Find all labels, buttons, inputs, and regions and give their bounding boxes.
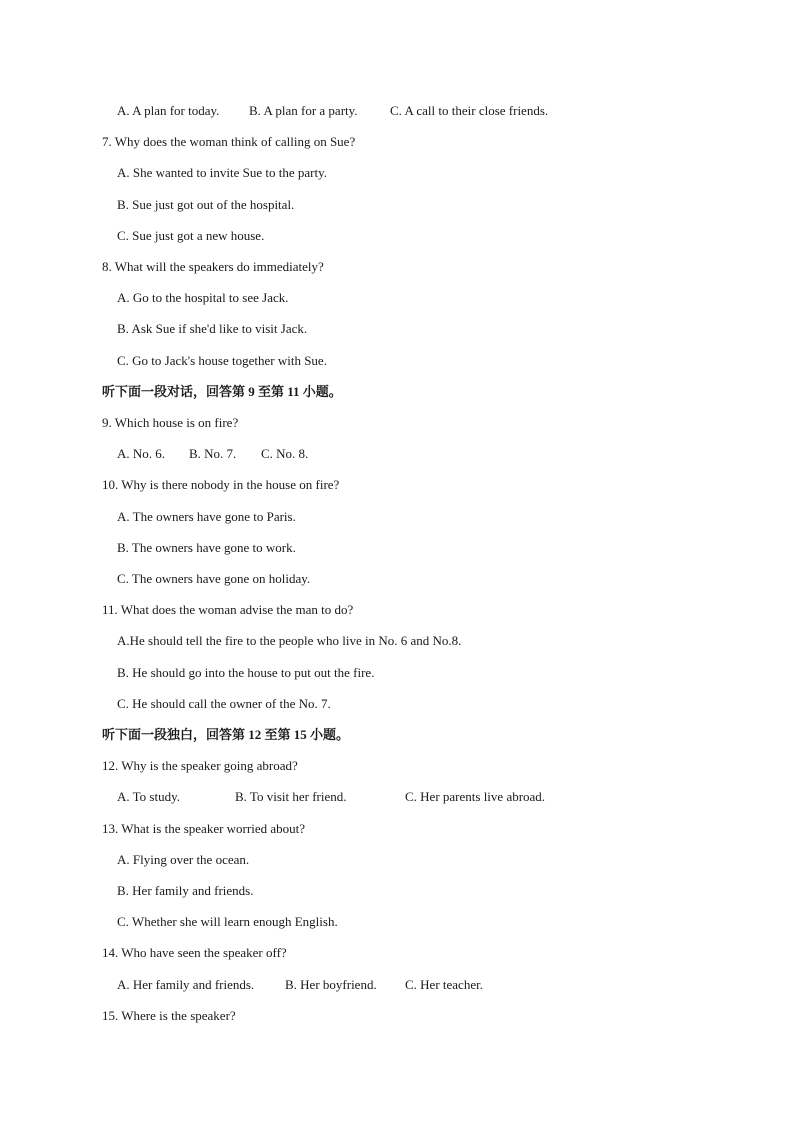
- option-text: B. To visit her friend.: [235, 789, 347, 804]
- option-text: C. Her parents live abroad.: [405, 789, 546, 804]
- option-text: C. He should call the owner of the No. 7.: [117, 696, 331, 711]
- option-text: A. She wanted to invite Sue to the party.: [117, 165, 328, 180]
- question-text: 15. Where is the speaker?: [102, 1008, 236, 1023]
- option-text: A. To study.: [117, 789, 181, 804]
- option-text: B. Her family and friends.: [117, 883, 254, 898]
- section-heading: 听下面一段对话，回答第 9 至第 11 小题。: [102, 384, 342, 399]
- question-text: 14. Who have seen the speaker off?: [102, 945, 287, 960]
- question-text: 8. What will the speakers do immediately?: [102, 259, 324, 274]
- option-text: A. Flying over the ocean.: [117, 852, 250, 867]
- section-heading: 听下面一段独白，回答第 12 至第 15 小题。: [102, 727, 350, 742]
- option-text: B. The owners have gone to work.: [117, 540, 296, 555]
- option-text: B. He should go into the house to put out the fire.: [117, 665, 375, 680]
- option-text: C. A call to their close friends.: [390, 103, 549, 118]
- option-text: A. Her family and friends.: [117, 977, 255, 992]
- question-text: 9. Which house is on fire?: [102, 415, 239, 430]
- option-text: B. Ask Sue if she'd like to visit Jack.: [117, 321, 308, 336]
- question-text: 7. Why does the woman think of calling on Sue?: [102, 134, 356, 149]
- option-text: C. Whether she will learn enough English.: [117, 914, 338, 929]
- option-text: A. No. 6.: [117, 446, 166, 461]
- question-text: 10. Why is there nobody in the house on fire?: [102, 477, 340, 492]
- option-text: C. No. 8.: [261, 446, 309, 461]
- option-text: C. Go to Jack's house together with Sue.: [117, 353, 327, 368]
- question-text: 11. What does the woman advise the man to do?: [102, 602, 354, 617]
- option-text: B. A plan for a party.: [249, 103, 358, 118]
- option-text: A.He should tell the fire to the people who live in No. 6 and No.8.: [117, 633, 462, 648]
- option-text: A. Go to the hospital to see Jack.: [117, 290, 289, 305]
- question-text: 13. What is the speaker worried about?: [102, 821, 305, 836]
- option-text: C. Her teacher.: [405, 977, 483, 992]
- option-text: A. A plan for today.: [117, 103, 220, 118]
- option-text: C. Sue just got a new house.: [117, 228, 265, 243]
- option-text: C. The owners have gone on holiday.: [117, 571, 311, 586]
- option-text: B. Sue just got out of the hospital.: [117, 197, 295, 212]
- question-text: 12. Why is the speaker going abroad?: [102, 758, 298, 773]
- option-text: A. The owners have gone to Paris.: [117, 509, 296, 524]
- option-text: B. Her boyfriend.: [285, 977, 377, 992]
- option-text: B. No. 7.: [189, 446, 237, 461]
